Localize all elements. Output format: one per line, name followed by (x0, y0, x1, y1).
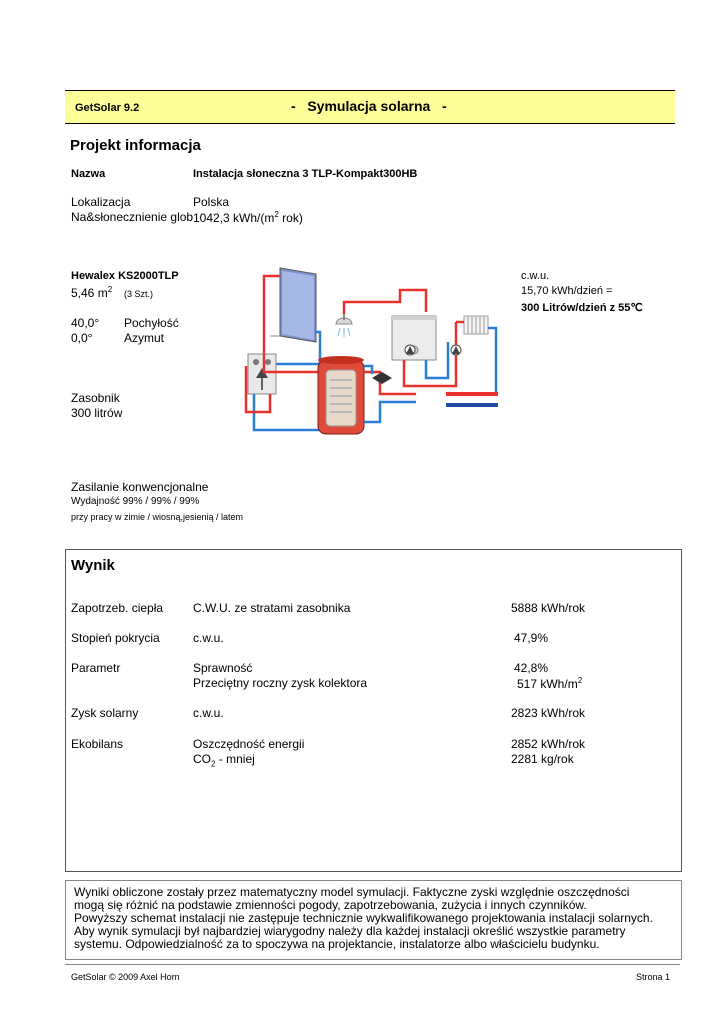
result-desc-efficiency: Sprawność (193, 661, 253, 675)
backup-label: Zasilanie konwencjonalne (71, 480, 209, 494)
radiator-pump-icon (451, 345, 461, 355)
result-value-coverage: 47,9% (514, 631, 549, 645)
result-value-co2: 2281 kg/rok (511, 752, 574, 766)
azimuth-value: 0,0° (71, 331, 93, 345)
tilt-label: Pochyłość (124, 316, 179, 330)
underfloor-cold-icon (446, 403, 498, 407)
collector-model: Hewalex KS2000TLP (71, 270, 179, 282)
footer-page-number: Strona 1 (636, 972, 671, 982)
tilt-value: 40,0° (71, 316, 100, 330)
header-bar (65, 90, 675, 124)
dhw-volume: 300 Litrów/dzień z 55℃ (521, 302, 643, 314)
result-desc-energy-saving: Oszczędność energii (193, 737, 305, 751)
irradiation-label: Na&słonecznienie glob (71, 210, 193, 224)
footer-copyright: GetSolar © 2009 Axel Horn (71, 972, 180, 982)
disclaimer-line: Wyniki obliczone zostały przez matematyczny model symulacji. Faktyczne zyski względnie oszczędności (74, 885, 630, 899)
results-heading: Wynik (71, 557, 115, 574)
results-panel (65, 549, 682, 872)
hot-pipe-collector (264, 276, 280, 354)
location-value: Polska (193, 195, 230, 209)
disclaimer-box (65, 880, 682, 960)
solar-system-diagram (240, 262, 510, 444)
result-value-efficiency: 42,8% (514, 661, 549, 675)
collector-area: 5,46 $m^2$ (71, 285, 113, 300)
disclaimer-line: Powyższy schemat instalacji nie zastępuje technicznie wykwalifikowanego projektowania instalacji solarnych. (74, 911, 653, 925)
solar-collector-icon (270, 268, 316, 342)
result-desc-collector-yield: Przeciętny roczny zysk kolektora (193, 676, 368, 690)
azimuth-label: Azymut (124, 331, 165, 345)
mixing-valve-icon (372, 372, 392, 384)
storage-label: Zasobnik (71, 391, 120, 405)
result-value-collector-yield: 517 kWh/$m^2$ (517, 676, 583, 691)
disclaimer-line: Aby wynik symulacji był najbardziej wiarygodny należy dla każdej instalacji określić wszystkie parametry (74, 924, 626, 938)
result-label-ecobalance: Ekobilans (71, 737, 124, 751)
result-label-parameter: Parametr (71, 661, 121, 675)
result-label-coverage: Stopień pokrycia (71, 631, 160, 645)
location-label: Lokalizacja (71, 195, 131, 209)
disclaimer-line: systemu. Odpowiedzialność za to spoczywa na projektancie, instalatorze albo właścicielu budynku. (74, 937, 600, 951)
underfloor-hot-icon (446, 392, 498, 396)
result-value-solar-gain: 2823 kWh/rok (511, 706, 586, 720)
backup-efficiency: Wydajność 99% / 99% / 99% (71, 496, 200, 507)
dhw-label: c.w.u. (521, 270, 550, 282)
footer-divider (65, 964, 680, 965)
radiator-icon (464, 316, 488, 334)
backup-note: przy pracy w zimie / wiosną,jesienią / latem (71, 512, 244, 522)
pump-station-icon (248, 354, 276, 394)
name-value: Instalacja słoneczna 3 TLP-Kompakt300HB (193, 168, 418, 180)
name-label: Nazwa (71, 168, 106, 180)
storage-tank-icon (318, 356, 364, 434)
result-value-energy-saving: 2852 kWh/rok (511, 737, 586, 751)
irradiation-value: 1042,3 kWh/($m^2$ rok) (193, 210, 303, 225)
app-name: GetSolar 9.2 (75, 102, 140, 114)
collector-count: (3 Szt.) (124, 289, 154, 299)
disclaimer-line: mogą się różnić na podstawie zmienności pogody, zapotrzebowania, zużycia i innych czynników. (74, 898, 587, 912)
result-value-heat-demand: 5888 kWh/rok (511, 601, 586, 615)
project-heading: Projekt informacja (70, 137, 201, 154)
result-desc-co2: $CO_2$ - mniej (193, 752, 255, 769)
storage-value: 300 litrów (71, 406, 123, 420)
result-label-heat-demand: Zapotrzeb. ciepła (71, 601, 164, 615)
result-desc-heat-demand: C.W.U. ze stratami zasobnika (193, 601, 351, 615)
result-desc-coverage: c.w.u. (193, 631, 224, 645)
result-label-solar-gain: Zysk solarny (71, 706, 139, 720)
result-desc-solar-gain: c.w.u. (193, 706, 224, 720)
circulation-pump-icon (405, 345, 415, 355)
dhw-energy: 15,70 kWh/dzień = (521, 285, 613, 297)
document-title: - Symulacja solarna - (291, 98, 447, 114)
